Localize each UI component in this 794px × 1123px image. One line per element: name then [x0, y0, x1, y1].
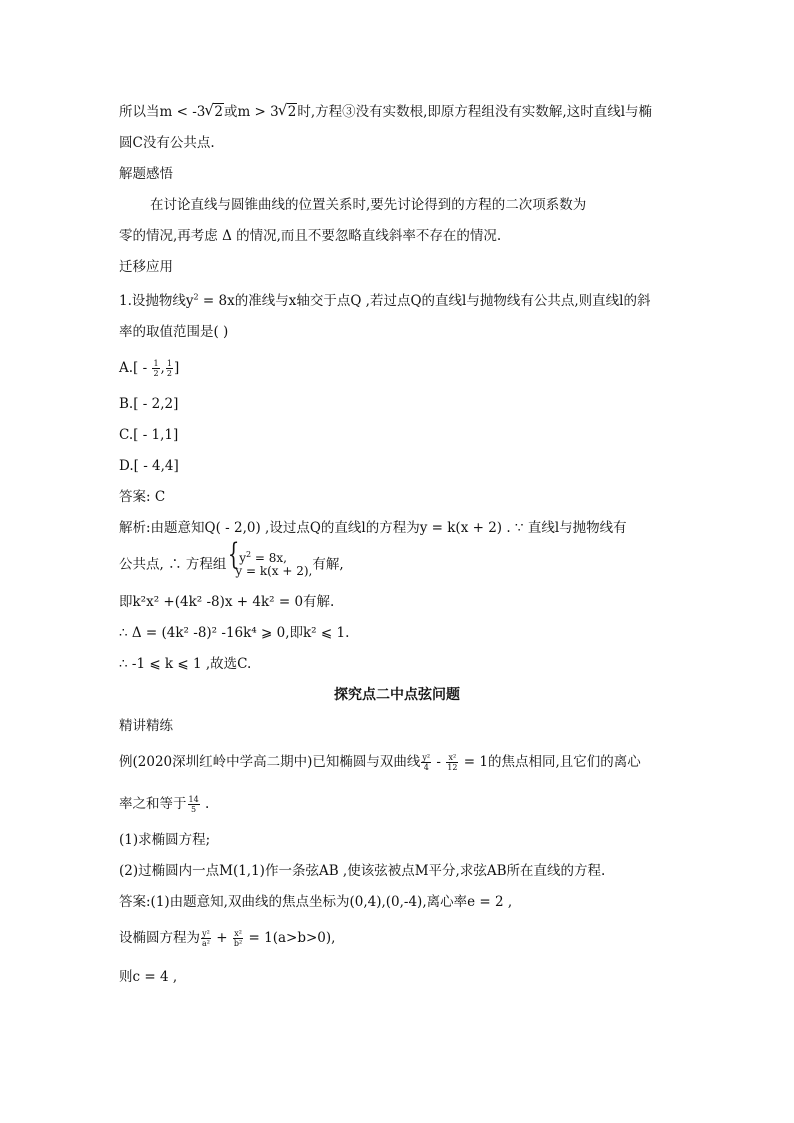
- heading-jingjiang-jinglian: 精讲精练: [119, 718, 173, 734]
- heading-qianyi-yingyong: 迁移应用: [119, 259, 173, 275]
- option-c: C.[ - 1,1]: [119, 427, 179, 443]
- fraction: $\frac{1}{2}$: [153, 359, 159, 378]
- fraction: $\frac{1}{2}$: [166, 359, 172, 378]
- answer-2: 答案:(1)由题意知,双曲线的焦点坐标为(0,4),(0,-4),离心率e = 2 ,: [119, 894, 513, 910]
- analysis-line-1: 解析:由题意知Q( - 2,0) ,设过点Q的直线l的方程为y = k(x + 2) . ∵ 直线l与抛物线有: [119, 520, 627, 536]
- answer-1: 答案: C: [119, 489, 166, 505]
- equation-line-2: ∴ Δ = (4k² -8)² -16k⁴ ⩾ 0,即k² ⩽ 1.: [119, 625, 350, 641]
- heading-jieti-ganwu: 解题感悟: [119, 166, 173, 182]
- option-a: A.[ - $\frac{1}{2}$ , $\frac{1}{2}$ ]: [119, 359, 180, 378]
- sqrt-expression: √ 2: [279, 102, 298, 122]
- answer-2-line-3: 则c = 4 ,: [119, 969, 178, 985]
- example-line-2: 率之和等于 $\frac{14}{5}$ .: [119, 795, 210, 814]
- question-1-line-2: 率的取值范围是( ): [119, 324, 229, 340]
- equation-system: { $y^2 = 8x$, y = k(x + 2),: [226, 552, 312, 578]
- text-line-5: 零的情况,再考虑 Δ 的情况,而且不要忽略直线斜率不存在的情况.: [119, 228, 502, 244]
- option-d: D.[ - 4,4]: [119, 458, 179, 474]
- text-line-4: 在讨论直线与圆锥曲线的位置关系时,要先讨论得到的方程的二次项系数为: [150, 197, 587, 213]
- fraction: $\frac{\text{y²}}{\text{a²}}$: [202, 929, 210, 948]
- sqrt-expression: √ 2: [205, 102, 224, 122]
- fraction: $\frac{14}{5}$: [188, 795, 199, 814]
- fraction: $\frac{\text{x²}}{12}$: [447, 753, 458, 772]
- analysis-line-2: 公共点, ∴ 方程组 { $y^2 = 8x$, y = k(x + 2), 有解,: [119, 552, 344, 578]
- section-title: 探究点二中点弦问题: [334, 687, 460, 703]
- example-line-1: 例(2020深圳红岭中学高二期中)已知椭圆与双曲线 $\frac{\text{y²}}{4}$ - $\frac{\text{x²}}{12}$ = 1的焦点相同,且它们的离心: [119, 753, 641, 772]
- text-line-1: 所以当m < -3√ 2或m > 3√ 2时,方程③没有实数根,即原方程组没有实数解,这时直线l与椭: [119, 102, 652, 122]
- answer-2-line-2: 设椭圆方程为 $\frac{\text{y²}}{\text{a²}}$ + $\frac{\text{x²}}{\text{b²}}$ = 1(a>b>0),: [119, 929, 336, 948]
- option-b: B.[ - 2,2]: [119, 396, 179, 412]
- equation-line-1: 即k²x² +(4k² -8)x + 4k² = 0有解.: [119, 594, 335, 610]
- equation-line-3: ∴ -1 ⩽ k ⩽ 1 ,故选C.: [119, 656, 252, 672]
- fraction: $\frac{\text{x²}}{\text{b²}}$: [233, 929, 243, 948]
- subquestion-2: (2)过椭圆内一点M(1,1)作一条弦AB ,使该弦被点M平分,求弦AB所在直线的方程.: [119, 863, 606, 879]
- question-1-line-1: 1.设抛物线$y^2 = 8x$的准线与x轴交于点Q ,若过点Q的直线l与抛物线有公共点,则直线l的斜: [119, 292, 651, 309]
- text-line-2: 圆C没有公共点.: [119, 135, 215, 151]
- fraction: $\frac{\text{y²}}{4}$: [422, 753, 431, 772]
- subquestion-1: (1)求椭圆方程;: [119, 832, 211, 848]
